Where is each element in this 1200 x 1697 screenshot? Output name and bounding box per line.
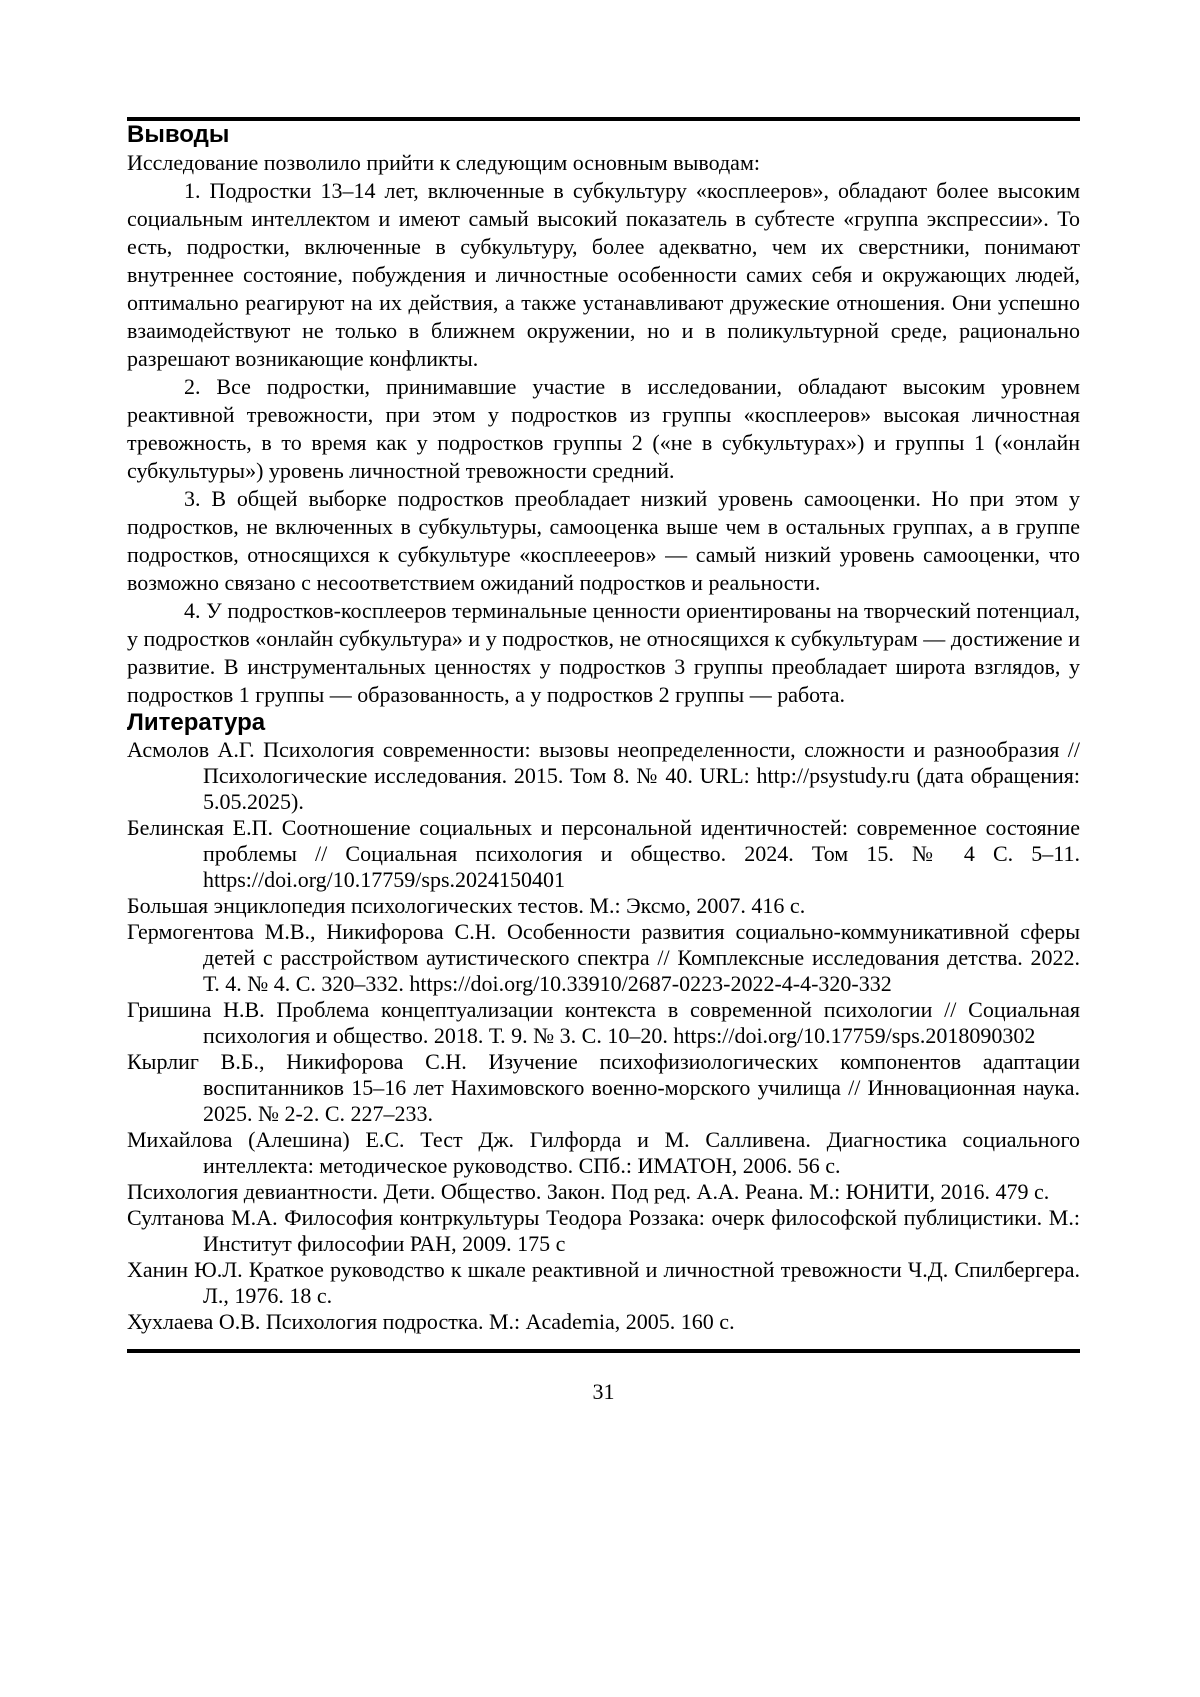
reference-item: Султанова М.А. Философия контркультуры Теодора Роззака: очерк философской публицистики. М.: Институт философии РАН, 2009. 175 с bbox=[127, 1205, 1080, 1256]
reference-item: Кырлиг В.Б., Никифорова С.Н. Изучение психофизиологических компонентов адаптации воспитанников 15–16 лет Нахимовского военно-морского училища // Инновационная наука. 2025. № 2-2. С. 227–233. bbox=[127, 1049, 1080, 1126]
reference-item: Хухлаева О.В. Психология подростка. М.: Academia, 2005. 160 с. bbox=[127, 1309, 735, 1334]
reference-item: Михайлова (Алешина) Е.С. Тест Дж. Гилфорда и М. Салливена. Диагностика социального интеллекта: методическое руководство. СПб.: ИМАТОН, 2006. 56 с. bbox=[127, 1127, 1080, 1178]
conclusion-item-2: 2. Все подростки, принимавшие участие в исследовании, обладают высоким уровнем реактивной тревожности, при этом у подростков из группы «косплееров» высокая личностная тревожность, в то время как у подростков группы 2 («не в субкультурах») и группы 1 («онлайн субкультуры») уровень личностной тревожности средний. bbox=[127, 374, 1080, 483]
reference-item: Белинская Е.П. Соотношение социальных и персональной идентичностей: современное состояние проблемы // Социальная психология и общество. 2024. Том 15. № 4 С. 5–11. https://doi.org/10.17759/sps.2024150401 bbox=[127, 815, 1080, 892]
references-heading: Литература bbox=[127, 709, 266, 736]
page-number: 31 bbox=[592, 1379, 615, 1404]
footer-rule bbox=[127, 1349, 1080, 1353]
conclusion-item-3: 3. В общей выборке подростков преобладает низкий уровень самооценки. Но при этом у подростков, не включенных в субкультуры, самооценка выше чем в остальных группах, а в группе подростков, относящихся к субкультуре «косплеееров» — самый низкий уровень самооценки, что возможно связано с несоответствием ожиданий подростков и реальности. bbox=[127, 486, 1080, 595]
conclusion-item-4: 4. У подростков-косплееров терминальные ценности ориентированы на творческий потенциал, у подростков «онлайн субкультура» и у подростков, не относящихся к субкультурам — достижение и развитие. В инструментальных ценностях у подростков 3 группы преобладает широта взглядов, у подростков 1 группы — образованность, а у подростков 2 группы — работа. bbox=[127, 598, 1080, 707]
reference-item: Гермогентова М.В., Никифорова С.Н. Особенности развития социально-коммуникативной сферы детей с расстройством аутистического спектра // Комплексные исследования детства. 2022. Т. 4. № 4. С. 320–332. https://doi.org/10.33910/2687-0223-2022-4-4-320-332 bbox=[127, 919, 1080, 996]
reference-item: Гришина Н.В. Проблема концептуализации контекста в современной психологии // Социальная психология и общество. 2018. Т. 9. № 3. С. 10–20. https://doi.org/10.17759/sps.2018090302 bbox=[127, 997, 1080, 1048]
conclusions-section bbox=[127, 149, 1080, 709]
references-section bbox=[127, 737, 1080, 1335]
reference-item: Асмолов А.Г. Психология современности: вызовы неопределенности, сложности и разнообразия // Психологические исследования. 2015. Том 8. № 40. URL: http://psystudy.ru (дата обращения: 5.05.2025). bbox=[127, 737, 1080, 814]
conclusions-heading: Выводы bbox=[127, 121, 230, 148]
conclusion-item-1: 1. Подростки 13–14 лет, включенные в субкультуру «косплееров», обладают более высоким социальным интеллектом и имеют самый высокий показатель в субтесте «группа экспрессии». То есть, подростки, включенные в субкультуру, более адекватно, чем их сверстники, понимают внутреннее состояние, побуждения и личностные особенности самих себя и окружающих людей, оптимально реагируют на их действия, а также устанавливают дружеские отношения. Они успешно взаимодействуют не только в ближнем окружении, но и в поликультурной среде, рационально разрешают возникающие конфликты. bbox=[127, 178, 1080, 371]
reference-item: Ханин Ю.Л. Краткое руководство к шкале реактивной и личностной тревожности Ч.Д. Спилбергера. Л., 1976. 18 с. bbox=[127, 1257, 1080, 1308]
reference-item: Большая энциклопедия психологических тестов. М.: Эксмо, 2007. 416 с. bbox=[127, 893, 806, 918]
reference-item: Психология девиантности. Дети. Общество. Закон. Под ред. А.А. Реана. М.: ЮНИТИ, 2016. 479 с. bbox=[127, 1179, 1050, 1204]
conclusions-intro: Исследование позволило прийти к следующим основным выводам: bbox=[127, 150, 760, 175]
